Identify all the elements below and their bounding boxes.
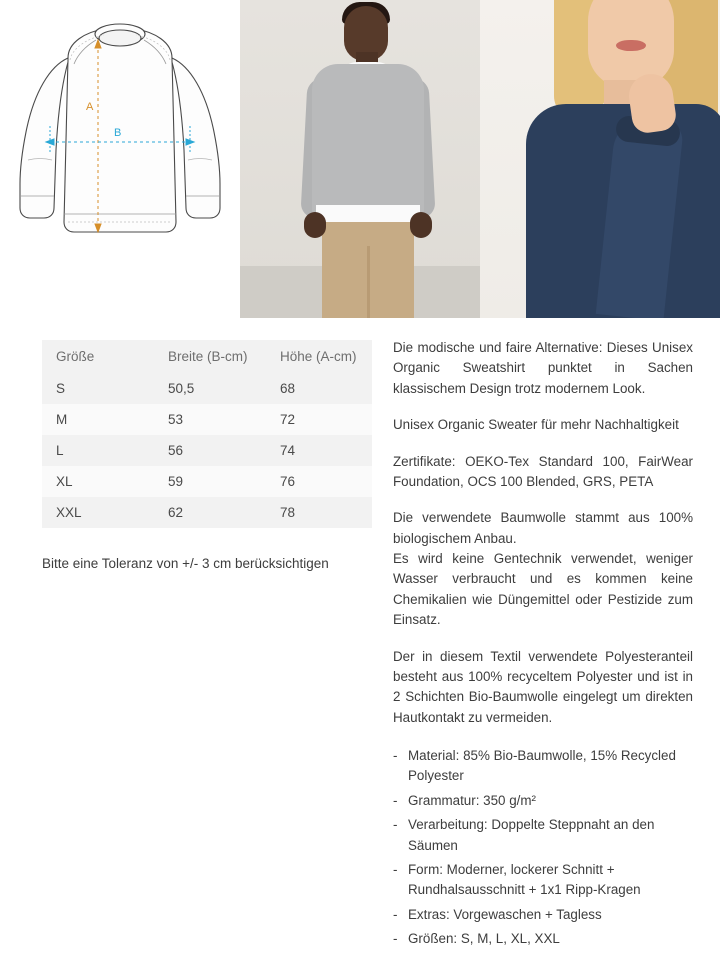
cell-size: S bbox=[56, 381, 66, 396]
dimension-label-b: B bbox=[114, 127, 122, 139]
technical-drawing-image bbox=[0, 0, 240, 318]
model-lips bbox=[616, 40, 646, 51]
list-item bbox=[393, 929, 693, 949]
description-subtitle: Unisex Organic Sweater für mehr Nachhaltigkeit bbox=[393, 417, 679, 433]
size-table bbox=[42, 340, 372, 528]
model-pants-seam bbox=[367, 246, 370, 318]
table-row bbox=[42, 404, 372, 435]
list-item bbox=[393, 905, 693, 925]
spec-extras: Extras: Vorgewaschen + Tagless bbox=[408, 906, 602, 922]
table-row bbox=[42, 497, 372, 528]
dimension-label-a: A bbox=[86, 101, 94, 113]
table-row bbox=[42, 466, 372, 497]
cell-height: 78 bbox=[280, 505, 296, 520]
list-item bbox=[393, 860, 693, 901]
cell-height: 76 bbox=[280, 474, 296, 489]
description-polyester: Der in diesem Textil verwendete Polyesteranteil besteht aus 100% recyceltem Polyester und ist in 2 Schichten Bio-Baumwolle eingelegt um direkten Hautkontakt zu vermeiden. bbox=[393, 648, 693, 725]
model-hand-right bbox=[410, 212, 432, 238]
bullet-dash-icon: - bbox=[393, 748, 398, 763]
cell-size: XL bbox=[56, 474, 73, 489]
bullet-dash-icon: - bbox=[393, 861, 398, 877]
spec-sizes: Größen: S, M, L, XL, XXL bbox=[408, 931, 560, 946]
table-row bbox=[42, 373, 372, 404]
bullet-dash-icon: - bbox=[393, 817, 398, 833]
spec-list bbox=[393, 746, 693, 949]
table-header-row bbox=[42, 340, 372, 373]
column-header-height: Höhe (A-cm) bbox=[266, 340, 372, 373]
detail-photo bbox=[480, 0, 720, 318]
bullet-dash-icon: - bbox=[393, 906, 398, 922]
size-chart-column bbox=[42, 340, 372, 574]
cell-height: 74 bbox=[280, 443, 296, 458]
spec-processing: Verarbeitung: Doppelte Steppnaht an den Säumen bbox=[408, 817, 655, 853]
table-row bbox=[42, 435, 372, 466]
cell-size: M bbox=[56, 412, 68, 427]
model-hand-left bbox=[304, 212, 326, 238]
description-cotton: Die verwendete Baumwolle stammt aus 100% biologischem Anbau. bbox=[393, 510, 693, 546]
spec-material: Material: 85% Bio-Baumwolle, 15% Recycled Polyester bbox=[408, 748, 676, 784]
product-image-strip bbox=[0, 0, 720, 318]
description-column bbox=[393, 338, 693, 953]
cell-width: 50,5 bbox=[168, 381, 195, 396]
cell-width: 56 bbox=[168, 443, 184, 458]
model-sweatshirt-grey bbox=[312, 64, 424, 224]
tolerance-note: Bitte eine Toleranz von +/- 3 cm berücksichtigen bbox=[42, 556, 329, 571]
cell-size: L bbox=[56, 443, 64, 458]
list-item bbox=[393, 746, 693, 787]
cell-width: 62 bbox=[168, 505, 184, 520]
bullet-dash-icon: - bbox=[393, 931, 398, 946]
list-item bbox=[393, 791, 693, 811]
cell-size: XXL bbox=[56, 505, 82, 520]
description-intro: Die modische und faire Alternative: Dieses Unisex Organic Sweatshirt punktet in Sachen klassischem Design trotz modernem Look. bbox=[393, 340, 693, 396]
description-certificates: Zertifikate: OEKO-Tex Standard 100, FairWear Foundation, OCS 100 Blended, GRS, PETA bbox=[393, 453, 693, 489]
column-header-width: Breite (B-cm) bbox=[154, 340, 266, 373]
cell-width: 53 bbox=[168, 412, 184, 427]
spec-form: Form: Moderner, lockerer Schnitt + Rundhalsausschnitt + 1x1 Ripp-Kragen bbox=[408, 861, 641, 898]
column-header-size: Größe bbox=[42, 340, 154, 373]
cell-height: 72 bbox=[280, 412, 296, 427]
description-cotton-2: Es wird keine Gentechnik verwendet, weniger Wasser verbraucht und es kommen keine Chemikalien wie Düngemittel oder Pestizide zum Einsatz. bbox=[393, 551, 693, 628]
list-item bbox=[393, 815, 693, 856]
model-photo bbox=[240, 0, 480, 318]
cell-width: 59 bbox=[168, 474, 184, 489]
bullet-dash-icon: - bbox=[393, 792, 398, 808]
sweatshirt-line-art-icon bbox=[0, 0, 240, 318]
spec-weight: Grammatur: 350 g/m² bbox=[408, 792, 536, 808]
cell-height: 68 bbox=[280, 381, 296, 396]
technical-drawing-panel bbox=[0, 0, 240, 318]
